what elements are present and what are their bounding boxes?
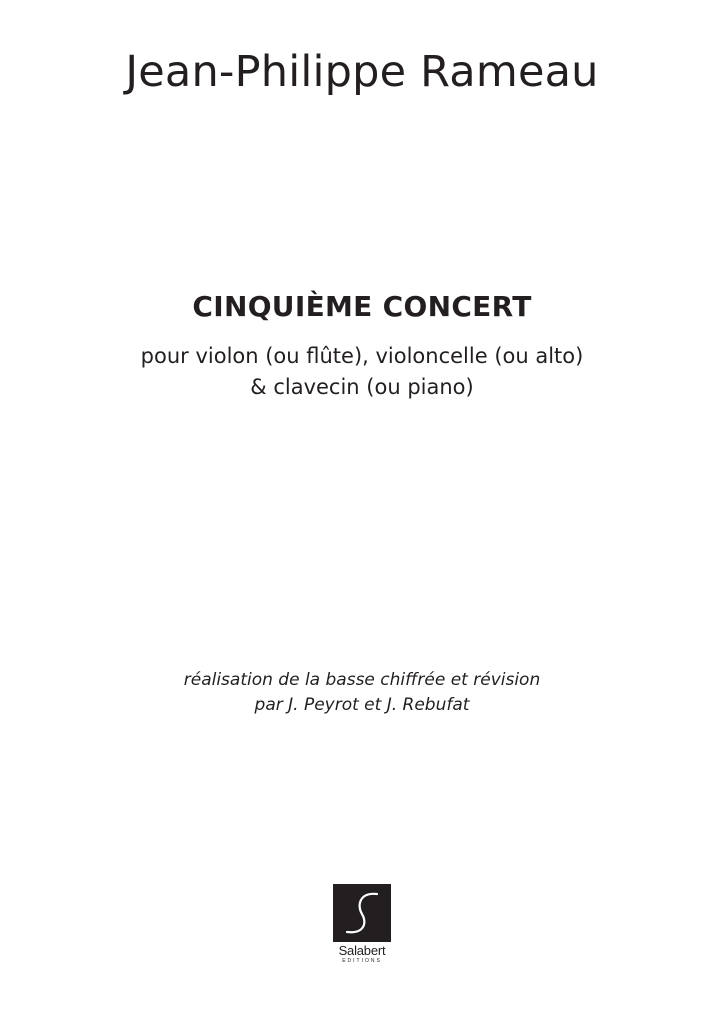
editorial-credits (0, 668, 724, 718)
composer-name: Jean-Philippe Rameau (125, 47, 599, 97)
instrumentation-line-2: & clavecin (ou piano) (250, 375, 474, 399)
work-title: CINQUIÈME CONCERT (192, 290, 532, 323)
publisher-mark (327, 884, 397, 964)
credits-line-2: par J. Peyrot et J. Rebufat (254, 695, 470, 715)
salabert-s-logo-icon (333, 884, 391, 942)
publisher-subtitle: EDITIONS (342, 958, 382, 964)
instrumentation-line-1: pour violon (ou flûte), violoncelle (ou alto) (140, 344, 584, 368)
credits-line-1: réalisation de la basse chiffrée et révision (183, 670, 541, 690)
instrumentation (0, 341, 724, 403)
publisher-name: Salabert (338, 943, 386, 958)
